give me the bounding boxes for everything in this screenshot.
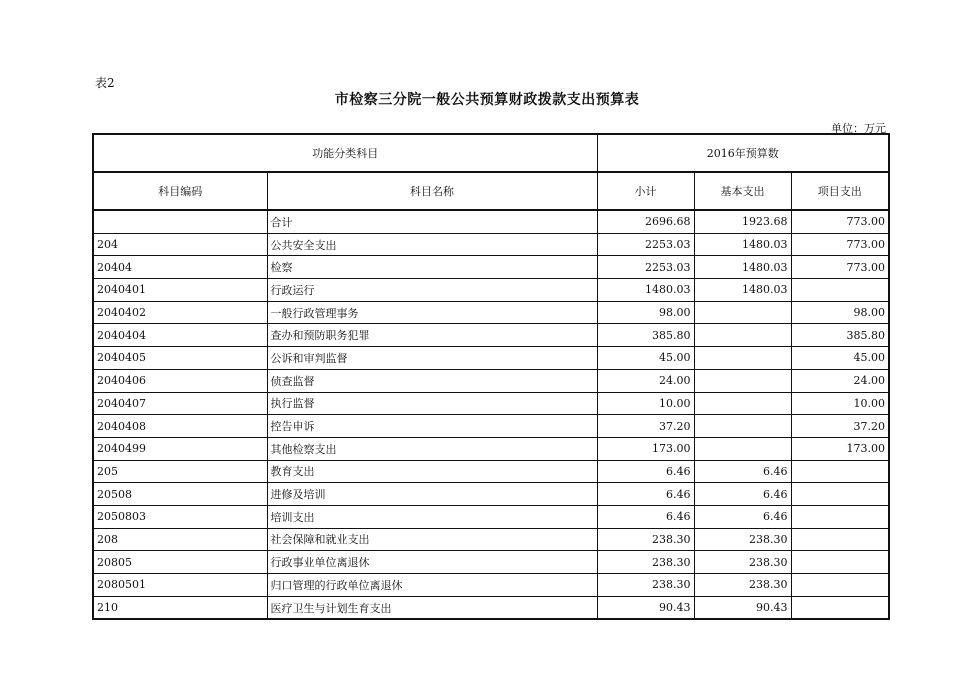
cell-project: 773.00: [791, 256, 889, 279]
table-row: [93, 528, 889, 551]
header-function-category: 功能分类科目: [93, 134, 597, 172]
cell-subtotal: 385.80: [597, 324, 694, 347]
cell-project: [791, 528, 889, 551]
cell-project: 45.00: [791, 347, 889, 370]
cell-basic: 1923.68: [694, 210, 791, 233]
header-row-group: [93, 134, 889, 172]
cell-subtotal: 6.46: [597, 460, 694, 483]
cell-name: 医疗卫生与计划生育支出: [267, 596, 597, 619]
cell-project: [791, 483, 889, 506]
cell-code: 2040402: [93, 301, 267, 324]
cell-basic: 238.30: [694, 574, 791, 597]
cell-basic: 6.46: [694, 505, 791, 528]
cell-basic: [694, 437, 791, 460]
cell-subtotal: 238.30: [597, 551, 694, 574]
cell-project: 37.20: [791, 415, 889, 438]
cell-name: 合计: [267, 210, 597, 233]
table-row: [93, 551, 889, 574]
cell-project: 10.00: [791, 392, 889, 415]
cell-code: 2040406: [93, 369, 267, 392]
cell-basic: 238.30: [694, 551, 791, 574]
table-row: [93, 437, 889, 460]
table-row: [93, 301, 889, 324]
cell-subtotal: 173.00: [597, 437, 694, 460]
cell-project: 98.00: [791, 301, 889, 324]
table-row: [93, 324, 889, 347]
cell-basic: 6.46: [694, 460, 791, 483]
table-row: [93, 347, 889, 370]
table-row: [93, 256, 889, 279]
cell-project: [791, 279, 889, 302]
table-row: [93, 279, 889, 302]
cell-subtotal: 2696.68: [597, 210, 694, 233]
cell-name: 查办和预防职务犯罪: [267, 324, 597, 347]
cell-name: 侦查监督: [267, 369, 597, 392]
cell-project: 773.00: [791, 233, 889, 256]
cell-basic: [694, 415, 791, 438]
cell-name: 行政运行: [267, 279, 597, 302]
cell-basic: 1480.03: [694, 279, 791, 302]
cell-name: 进修及培训: [267, 483, 597, 506]
cell-code: 2040408: [93, 415, 267, 438]
cell-subtotal: 2253.03: [597, 256, 694, 279]
cell-project: 24.00: [791, 369, 889, 392]
cell-subtotal: 1480.03: [597, 279, 694, 302]
cell-name: 检察: [267, 256, 597, 279]
cell-basic: 90.43: [694, 596, 791, 619]
table-row: [93, 460, 889, 483]
cell-name: 教育支出: [267, 460, 597, 483]
cell-project: 385.80: [791, 324, 889, 347]
cell-subtotal: 238.30: [597, 528, 694, 551]
cell-project: [791, 460, 889, 483]
header-subtotal: 小计: [597, 172, 694, 210]
cell-name: 控告申诉: [267, 415, 597, 438]
cell-basic: [694, 369, 791, 392]
cell-project: 173.00: [791, 437, 889, 460]
cell-subtotal: 90.43: [597, 596, 694, 619]
cell-code: 2080501: [93, 574, 267, 597]
header-code: 科目编码: [93, 172, 267, 210]
cell-subtotal: 37.20: [597, 415, 694, 438]
table-row: [93, 596, 889, 619]
cell-code: [93, 210, 267, 233]
cell-project: [791, 574, 889, 597]
cell-subtotal: 10.00: [597, 392, 694, 415]
header-row-columns: [93, 172, 889, 210]
cell-code: 2040499: [93, 437, 267, 460]
header-project: 项目支出: [791, 172, 889, 210]
table-row: [93, 574, 889, 597]
cell-subtotal: 45.00: [597, 347, 694, 370]
cell-name: 归口管理的行政单位离退休: [267, 574, 597, 597]
cell-code: 204: [93, 233, 267, 256]
header-name: 科目名称: [267, 172, 597, 210]
cell-name: 培训支出: [267, 505, 597, 528]
table-number-label: 表2: [95, 76, 115, 90]
cell-name: 一般行政管理事务: [267, 301, 597, 324]
cell-code: 210: [93, 596, 267, 619]
cell-basic: 1480.03: [694, 233, 791, 256]
cell-project: [791, 505, 889, 528]
table-row: [93, 415, 889, 438]
cell-basic: 238.30: [694, 528, 791, 551]
cell-code: 20508: [93, 483, 267, 506]
cell-code: 20404: [93, 256, 267, 279]
cell-name: 社会保障和就业支出: [267, 528, 597, 551]
cell-basic: [694, 301, 791, 324]
document-title: 市检察三分院一般公共预算财政拨款支出预算表: [334, 92, 640, 108]
cell-basic: [694, 324, 791, 347]
cell-code: 208: [93, 528, 267, 551]
cell-name: 公诉和审判监督: [267, 347, 597, 370]
cell-subtotal: 98.00: [597, 301, 694, 324]
cell-name: 其他检察支出: [267, 437, 597, 460]
cell-code: 20805: [93, 551, 267, 574]
cell-basic: 6.46: [694, 483, 791, 506]
header-basic: 基本支出: [694, 172, 791, 210]
cell-name: 执行监督: [267, 392, 597, 415]
cell-code: 2040405: [93, 347, 267, 370]
table-row: [93, 505, 889, 528]
cell-code: 2040401: [93, 279, 267, 302]
table-row: [93, 233, 889, 256]
cell-code: 2040407: [93, 392, 267, 415]
table-row: [93, 392, 889, 415]
table-row: [93, 369, 889, 392]
cell-basic: 1480.03: [694, 256, 791, 279]
budget-table: [92, 133, 890, 620]
cell-code: 205: [93, 460, 267, 483]
table-row: [93, 210, 889, 233]
cell-name: 行政事业单位离退休: [267, 551, 597, 574]
cell-basic: [694, 347, 791, 370]
cell-project: [791, 596, 889, 619]
cell-code: 2040404: [93, 324, 267, 347]
cell-name: 公共安全支出: [267, 233, 597, 256]
unit-label: 单位：万元: [831, 122, 886, 135]
cell-code: 2050803: [93, 505, 267, 528]
cell-basic: [694, 392, 791, 415]
cell-subtotal: 24.00: [597, 369, 694, 392]
cell-subtotal: 238.30: [597, 574, 694, 597]
cell-project: [791, 551, 889, 574]
cell-subtotal: 6.46: [597, 505, 694, 528]
cell-subtotal: 2253.03: [597, 233, 694, 256]
table-row: [93, 483, 889, 506]
header-budget-year: 2016年预算数: [597, 134, 889, 172]
cell-subtotal: 6.46: [597, 483, 694, 506]
cell-project: 773.00: [791, 210, 889, 233]
